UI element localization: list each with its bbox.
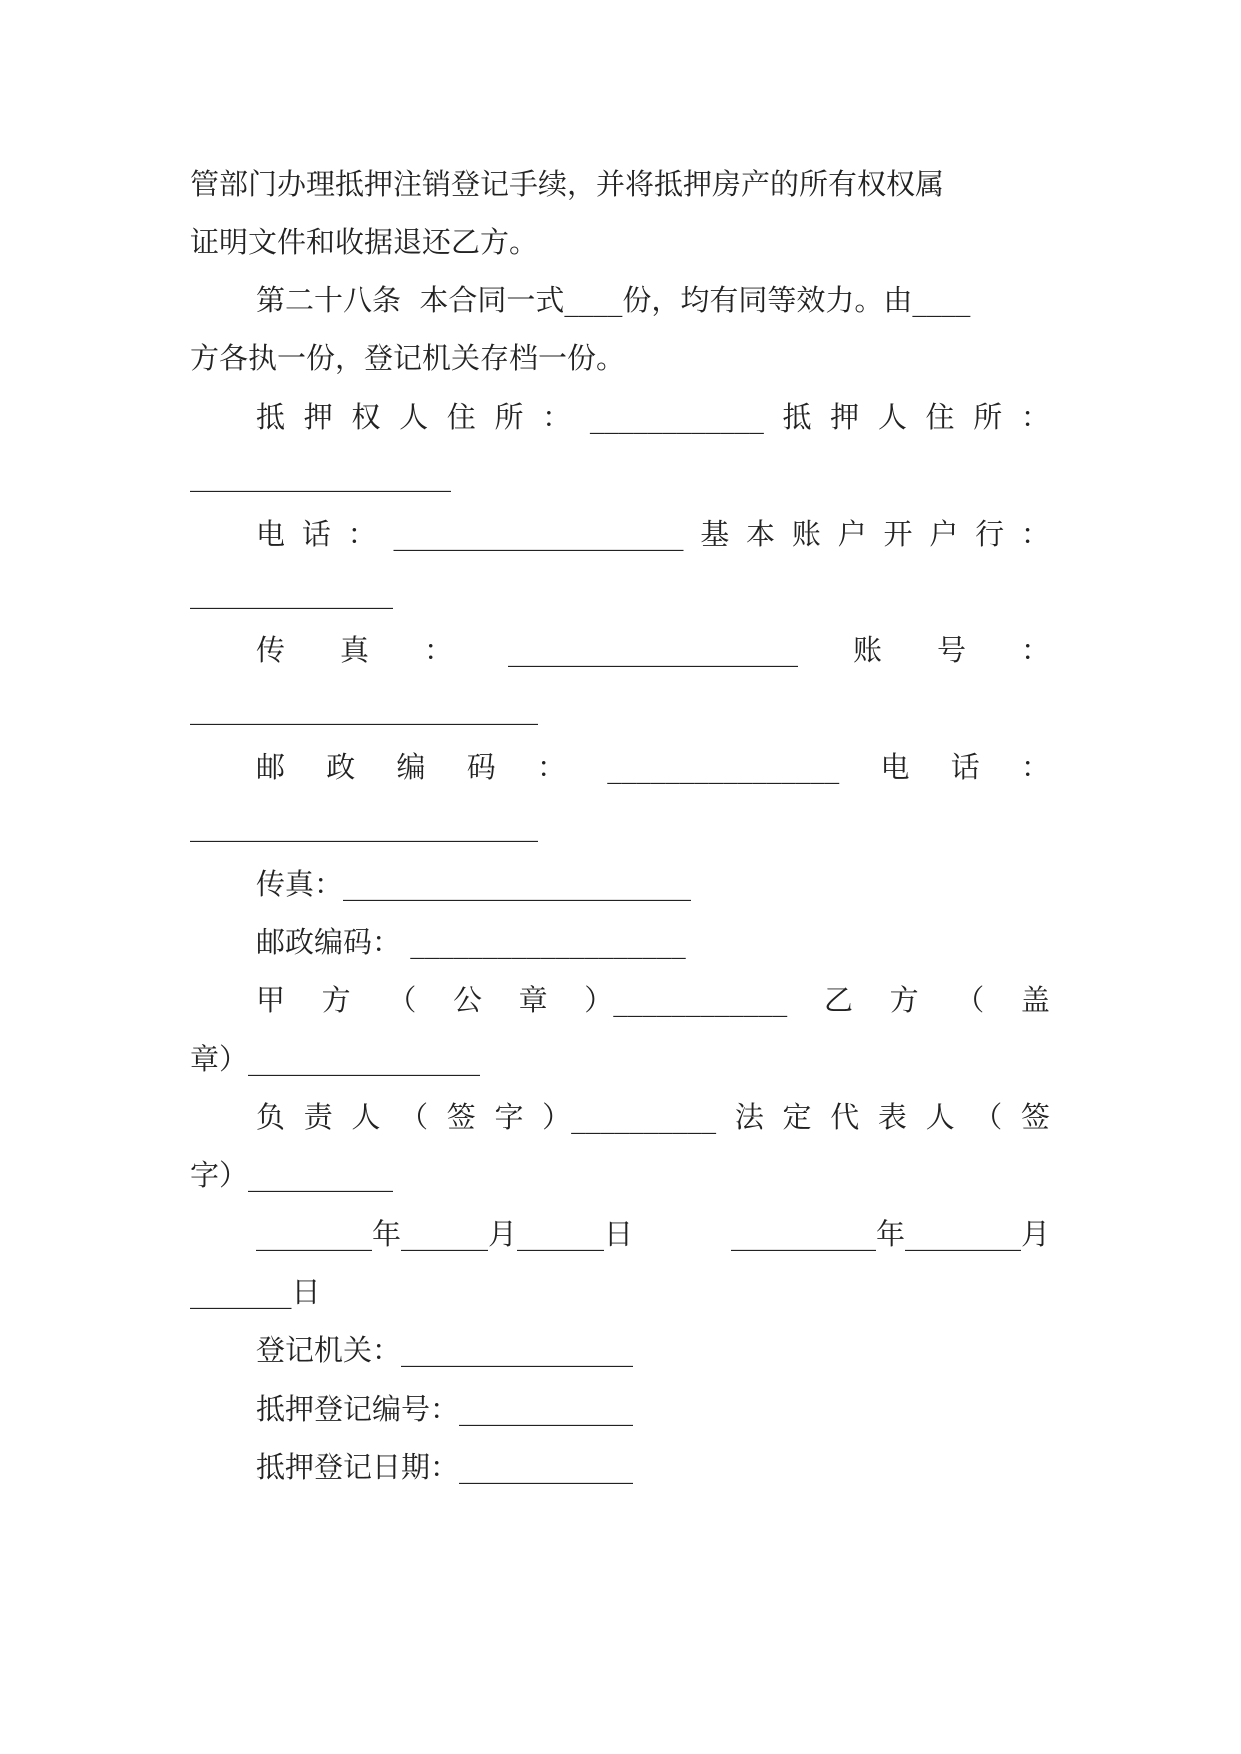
label-char: 表 (877, 1100, 907, 1134)
postcode-blank: ________________ (607, 750, 840, 784)
label-char: 户 (837, 517, 867, 551)
label-char: 负 (256, 1100, 286, 1134)
registration-authority-line: 登记机关：________________ (256, 1333, 634, 1367)
label-char: ： (1020, 400, 1050, 434)
label-char: 代 (830, 1100, 860, 1134)
label-char: ： (542, 400, 572, 434)
registration-date-line: 抵押登记日期：____________ (256, 1450, 634, 1484)
phone-blank: ____________________ (393, 517, 684, 551)
paragraph-line-2: 证明文件和收据退还乙方。 (190, 225, 539, 259)
registration-number-line: 抵押登记编号：____________ (256, 1392, 634, 1426)
dates-row (256, 1214, 1050, 1254)
label-char: 押 (303, 400, 333, 434)
label-char: （ (955, 983, 985, 1017)
label-char: （ (973, 1100, 1003, 1134)
label-char: 抵 (782, 400, 812, 434)
label-char: 码 (466, 750, 496, 784)
phone2-blank: ________________________ (190, 808, 538, 842)
label-char: （ (387, 983, 417, 1017)
label-char: ： (424, 633, 454, 667)
label-char: 真 (340, 633, 370, 667)
mortgagee-address-row (256, 397, 1050, 437)
account-blank: ________________________ (190, 691, 538, 725)
label-char: 号 (936, 633, 966, 667)
label-char: 人 (925, 1100, 955, 1134)
label-char: 话 (301, 517, 331, 551)
label-char: 方 (889, 983, 919, 1017)
label-char: 责 (303, 1100, 333, 1134)
label-char: ： (1020, 750, 1050, 784)
seals-row (256, 980, 1050, 1020)
party-b-date-day: _______日 (190, 1275, 321, 1309)
postcode-phone-row (256, 747, 1050, 787)
label-char: 所 (494, 400, 524, 434)
legal-rep-signature-line: 字）__________ (190, 1158, 394, 1192)
label-char: 押 (830, 400, 860, 434)
label-char: 行 (975, 517, 1005, 551)
label-char: 定 (782, 1100, 812, 1134)
label-char: 方 (321, 983, 351, 1017)
label-char: 话 (950, 750, 980, 784)
label-char: 政 (326, 750, 356, 784)
party-a-date: ________年______月______日 (256, 1217, 634, 1251)
label-char: 签 (1020, 1100, 1050, 1134)
label-char: 住 (446, 400, 476, 434)
label-char: ： (1020, 517, 1050, 551)
label-char: 电 (880, 750, 910, 784)
label-char: 甲 (256, 983, 286, 1017)
label-char: 签 (446, 1100, 476, 1134)
label-char: （ (399, 1100, 429, 1134)
label-char: 字 (494, 1100, 524, 1134)
party-b-seal-line: 章）________________ (190, 1042, 481, 1076)
article-28-line-2: 方各执一份，登记机关存档一份。 (190, 341, 626, 375)
label-char: 所 (973, 400, 1003, 434)
bank-blank: ______________ (190, 575, 393, 609)
label-char: 账 (852, 633, 882, 667)
phone-bank-row (256, 514, 1050, 554)
label-char: 邮 (256, 750, 286, 784)
label-char: 基 (700, 517, 730, 551)
label-char: ： (1020, 633, 1050, 667)
label-char: ： (347, 517, 377, 551)
label-char: 人 (399, 400, 429, 434)
article-28-line-1: 第二十八条 本合同一式____份，均有同等效力。由____ (256, 283, 971, 317)
fax-account-row (256, 630, 1050, 670)
label-char: 抵 (256, 400, 286, 434)
signatures-row (256, 1097, 1050, 1137)
label-char: 账 (791, 517, 821, 551)
responsible-person-signature-blank: ）__________ (542, 1100, 717, 1134)
party-a-seal-blank: ）____________ (584, 983, 788, 1017)
label-char: 法 (734, 1100, 764, 1134)
label-char: 盖 (1020, 983, 1050, 1017)
party-b-date: __________年________月 (730, 1217, 1050, 1251)
postcode2-line: 邮政编码： ___________________ (256, 925, 686, 959)
fax-blank: ____________________ (508, 633, 798, 667)
paragraph-line-1: 管部门办理抵押注销登记手续，并将抵押房产的所有权权属 (190, 167, 945, 201)
fax2-line: 传真：________________________ (256, 867, 692, 901)
label-char: 传 (256, 633, 286, 667)
label-char: 本 (746, 517, 776, 551)
label-char: 住 (925, 400, 955, 434)
label-char: 户 (929, 517, 959, 551)
label-char: 电 (256, 517, 286, 551)
label-char: 人 (351, 1100, 381, 1134)
label-char: 权 (351, 400, 381, 434)
mortgagor-address-blank: __________________ (190, 458, 451, 492)
label-char: 开 (883, 517, 913, 551)
label-char: ： (537, 750, 567, 784)
label-char: 公 (452, 983, 482, 1017)
label-char: 章 (518, 983, 548, 1017)
label-char: 乙 (823, 983, 853, 1017)
label-char: 人 (877, 400, 907, 434)
label-char: 编 (396, 750, 426, 784)
mortgagee-address-blank: ____________ (589, 400, 764, 434)
